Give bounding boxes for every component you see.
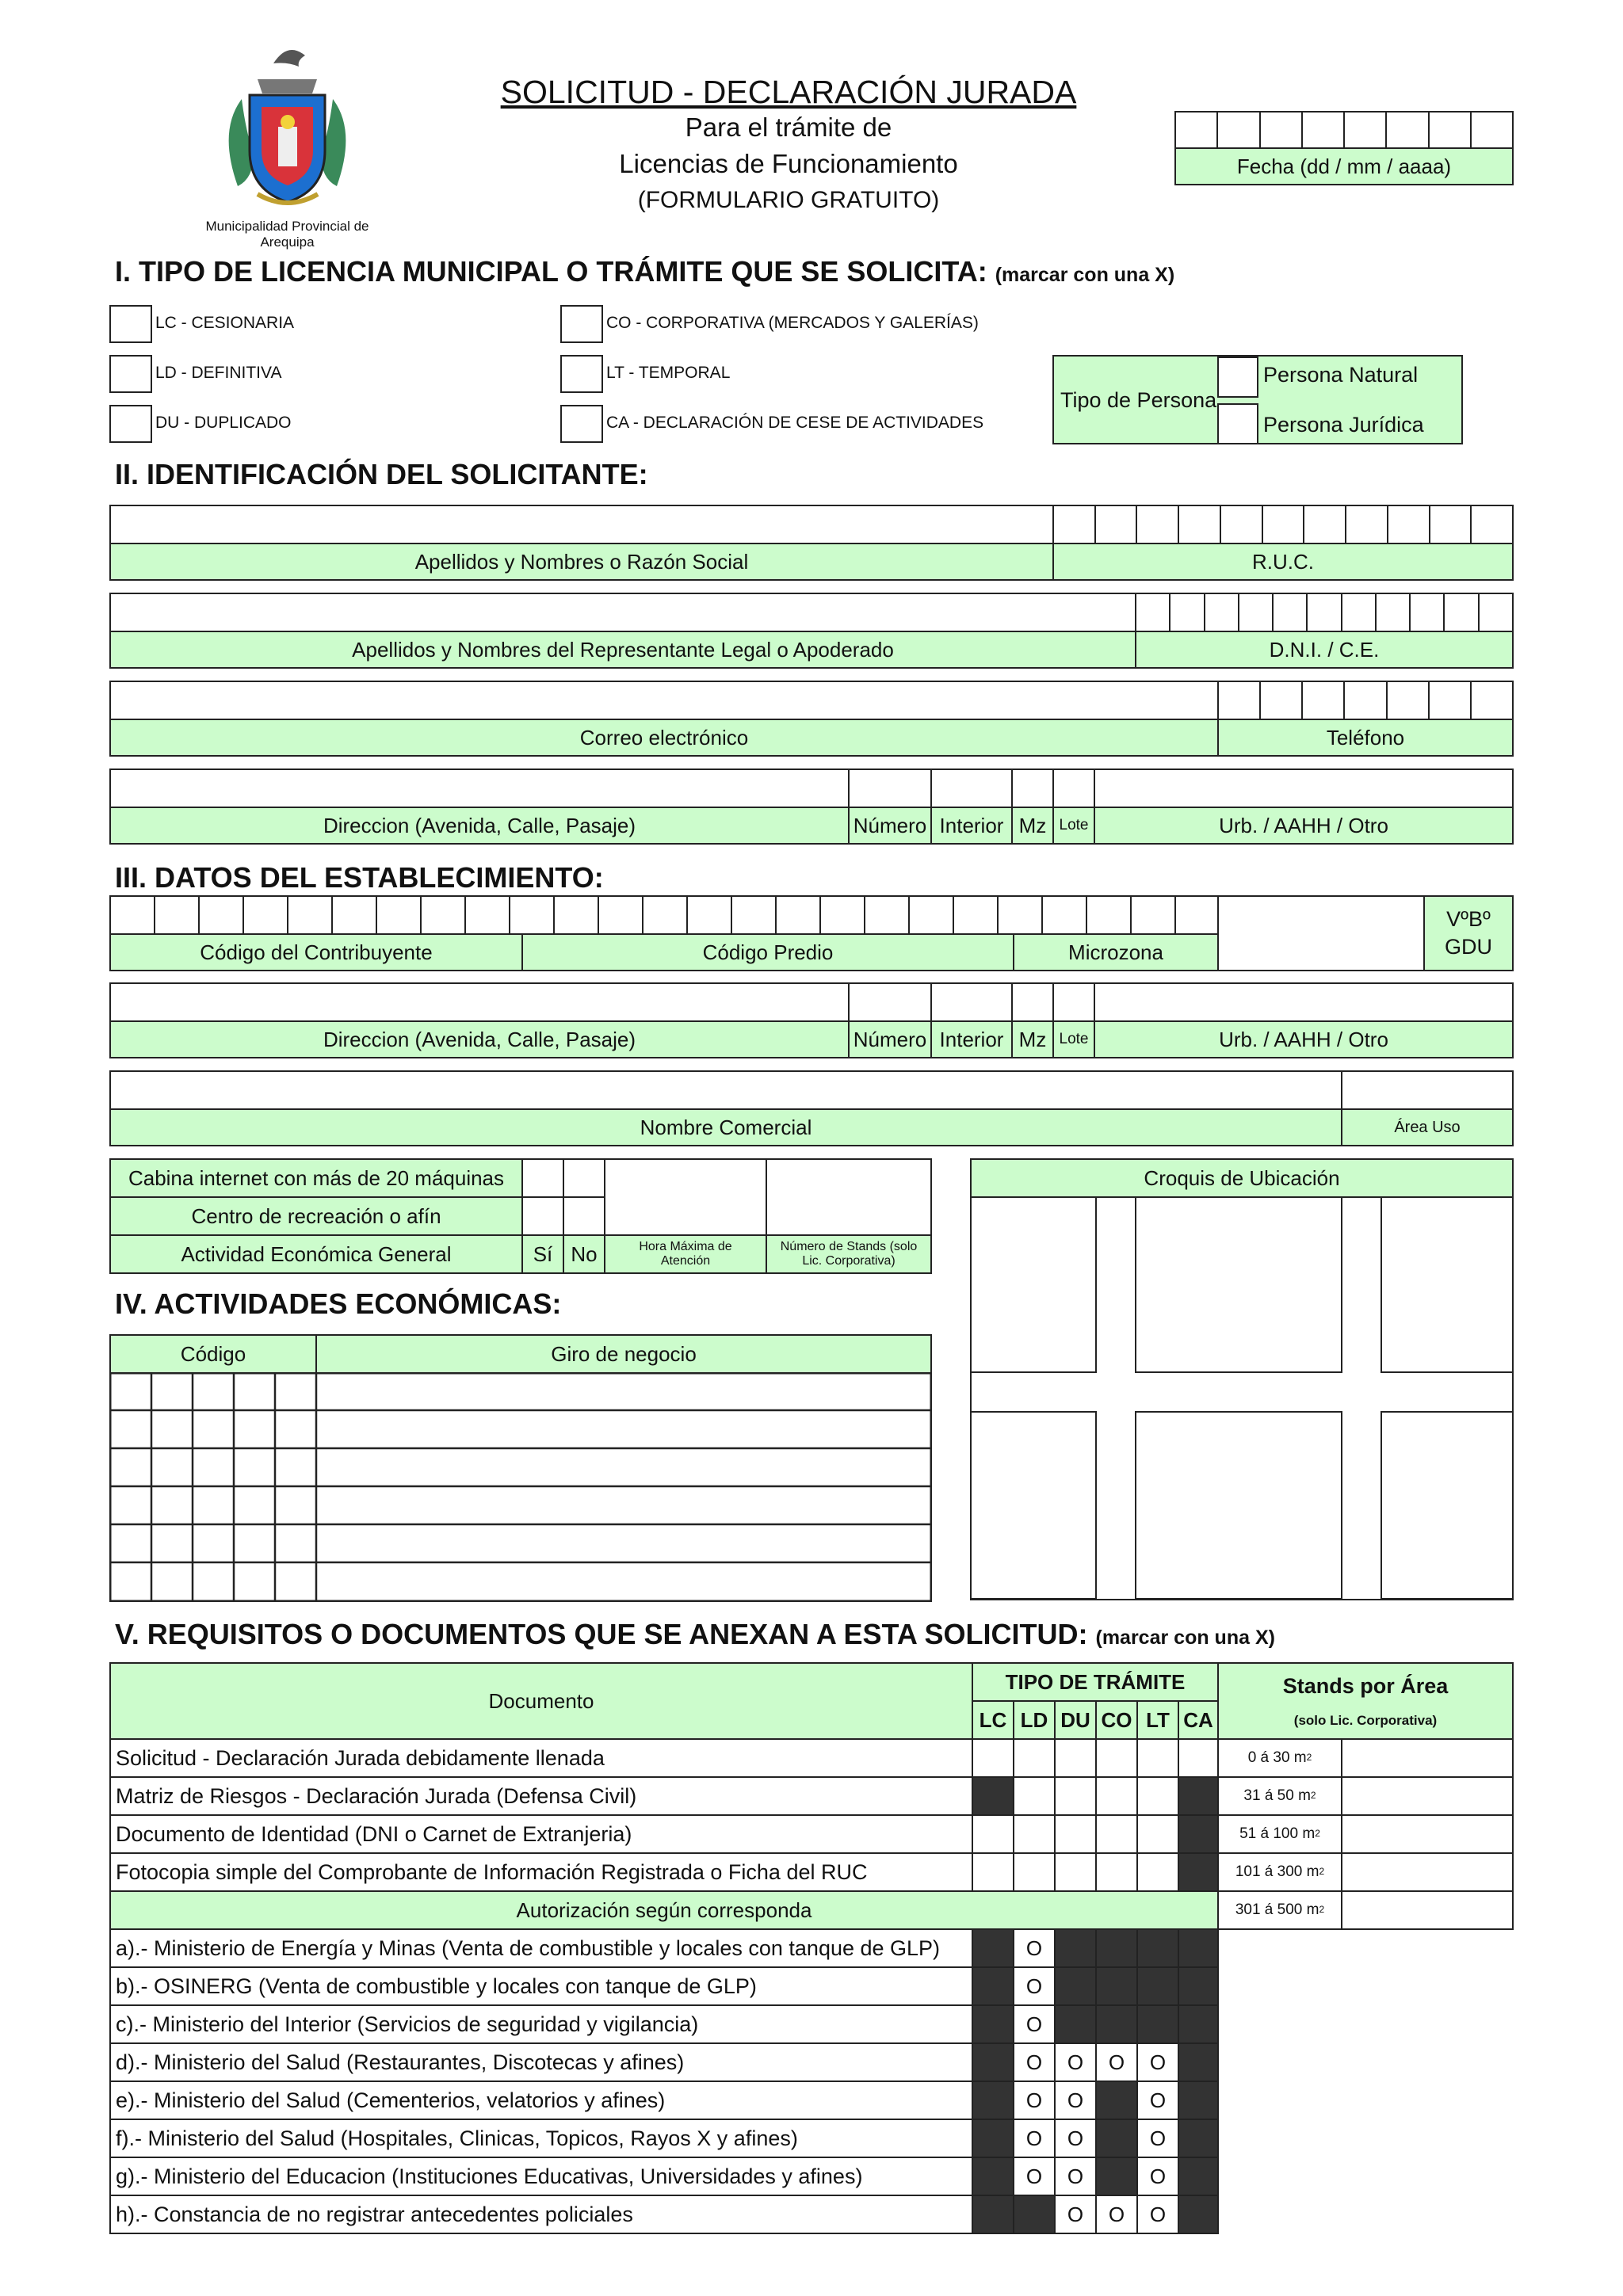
document-check-cell [1178,1852,1219,1892]
stand-range-input[interactable] [1341,1852,1514,1892]
area-uso-label: Área Uso [1341,1108,1514,1146]
dni-label: D.N.I. / C.E. [1135,631,1514,669]
authorization-check-cell[interactable]: O [1054,2195,1097,2234]
document-check-cell[interactable] [1054,1852,1097,1892]
authorization-check-cell [1178,2119,1219,2158]
col-lt: LT [1136,1700,1179,1740]
stand-range-input[interactable] [1341,1890,1514,1930]
fecha-boxes[interactable] [1174,111,1514,149]
centro-label: Centro de recreación o afín [109,1196,523,1236]
vb-label: VºBº [1446,906,1491,931]
option-ld: LD - DEFINITIVA [155,364,282,382]
authorization-row-label: e).- Ministerio del Salud (Cementerios, velatorios y afines) [109,2081,973,2120]
authorization-check-cell [1178,2195,1219,2234]
authorization-check-cell[interactable]: O [1054,2081,1097,2120]
cabina-no[interactable] [563,1158,605,1198]
interior-input[interactable] [930,769,1013,808]
document-check-cell[interactable] [1178,1738,1219,1778]
authorization-check-cell [1178,1928,1219,1968]
stands-label: Número de Stands (solo Lic. Corporativa) [766,1234,932,1274]
authorization-check-cell [1178,2157,1219,2196]
document-check-cell[interactable] [972,1738,1014,1778]
telefono-boxes[interactable] [1217,681,1514,720]
establecimiento-mz-label: Mz [1011,1020,1054,1058]
document-check-cell[interactable] [1095,1814,1138,1854]
authorization-check-cell[interactable]: O [1013,2081,1056,2120]
authorization-check-cell [972,2157,1014,2196]
interior-label: Interior [930,807,1013,845]
authorization-check-cell[interactable]: O [1095,2042,1138,2082]
superscript-2: 2 [1319,1866,1325,1878]
document-check-cell[interactable] [1136,1852,1179,1892]
authorization-check-cell[interactable]: O [1013,1966,1056,2006]
centro-no[interactable] [563,1196,605,1236]
actividad-label: Actividad Económica General [109,1234,523,1274]
document-row-label: Matriz de Riesgos - Declaración Jurada (Defensa Civil) [109,1776,973,1816]
authorization-check-cell [1136,2004,1179,2044]
dni-boxes[interactable] [1135,593,1514,632]
document-check-cell[interactable] [1054,1776,1097,1816]
stand-range-label: 101 á 300 m 2 [1217,1852,1342,1892]
col-ld: LD [1013,1700,1056,1740]
stand-range-input[interactable] [1341,1738,1514,1778]
stands-area-header [1217,1662,1514,1740]
establecimiento-numero-label: Número [848,1020,932,1058]
document-check-cell [1178,1814,1219,1854]
representante-input[interactable] [109,593,1136,632]
authorization-check-cell [972,2081,1014,2120]
subtitle-2: Licencias de Funcionamiento [619,149,958,178]
authorization-row-label: f).- Ministerio del Salud (Hospitales, Clinicas, Topicos, Rayos X y afines) [109,2119,973,2158]
urb-label: Urb. / AAHH / Otro [1094,807,1514,845]
authorization-check-cell[interactable]: O [1136,2119,1179,2158]
authorization-check-cell[interactable]: O [1136,2042,1179,2082]
documento-header: Documento [109,1662,973,1740]
checkbox-lc[interactable] [109,305,152,343]
authorization-check-cell[interactable]: O [1013,2157,1056,2196]
authorization-check-cell [1095,2004,1138,2044]
document-check-cell[interactable] [1095,1738,1138,1778]
document-check-cell[interactable] [1054,1738,1097,1778]
solo-lic-note: (solo Lic. Corporativa) [1293,1712,1438,1728]
document-check-cell[interactable] [1136,1814,1179,1854]
superscript-2: 2 [1310,1790,1316,1802]
authorization-check-cell[interactable]: O [1013,2004,1056,2044]
codigo-label: Código [109,1334,317,1374]
authorization-check-cell[interactable]: O [1095,2195,1138,2234]
authorization-check-cell [1178,2081,1219,2120]
authorization-check-cell [1095,1928,1138,1968]
authorization-check-cell [1136,1928,1179,1968]
microzona-label: Microzona [1013,933,1219,971]
document-check-cell[interactable] [1013,1814,1056,1854]
document-check-cell[interactable] [1054,1814,1097,1854]
authorization-check-cell [1054,2004,1097,2044]
fecha-label: Fecha (dd / mm / aaaa) [1174,147,1514,185]
autorizacion-label: Autorización según corresponda [109,1890,1219,1930]
ruc-label: R.U.C. [1052,543,1514,581]
section-3-title: III. DATOS DEL ESTABLECIMIENTO: [115,861,604,894]
document-check-cell [972,1776,1014,1816]
giro-label: Giro de negocio [315,1334,932,1374]
establecimiento-lote-label: Lote [1052,1020,1095,1058]
section-4-title: IV. ACTIVIDADES ECONÓMICAS: [115,1287,562,1320]
numero-label: Número [848,807,932,845]
authorization-check-cell [972,1928,1014,1968]
authorization-row-label: a).- Ministerio de Energía y Minas (Venta de combustible y locales con tanque de GLP) [109,1928,973,1968]
authorization-check-cell [1178,2042,1219,2082]
direccion-input[interactable] [109,769,850,808]
numero-input[interactable] [848,769,932,808]
authorization-row-label: b).- OSINERG (Venta de combustible y locales con tanque de GLP) [109,1966,973,2006]
correo-input[interactable] [109,681,1219,720]
nombre-comercial-label: Nombre Comercial [109,1108,1342,1146]
checkbox-du[interactable] [109,405,152,443]
area-uso-input[interactable] [1341,1070,1514,1110]
subtitle-1: Para el trámite de [685,113,892,142]
authorization-check-cell [1013,2195,1056,2234]
telefono-label: Teléfono [1217,719,1514,757]
tipo-persona-label: Tipo de Persona [1060,388,1217,412]
authorization-check-cell [1095,2081,1138,2120]
no-label: No [563,1234,605,1274]
option-ca: CA - DECLARACIÓN DE CESE DE ACTIVIDADES [606,414,984,432]
superscript-2: 2 [1306,1752,1312,1764]
stand-range-input[interactable] [1341,1776,1514,1816]
authorization-row-label: h).- Constancia de no registrar antecedentes policiales [109,2195,973,2234]
establecimiento-lote-input[interactable] [1052,982,1095,1022]
authorization-check-cell [1095,1966,1138,2006]
direccion-label: Direccion (Avenida, Calle, Pasaje) [109,807,850,845]
authorization-check-cell [1054,1966,1097,2006]
establecimiento-direccion-input[interactable] [109,982,850,1022]
persona-natural-label: Persona Natural [1263,363,1419,387]
cabina-si[interactable] [521,1158,564,1198]
document-check-cell[interactable] [972,1814,1014,1854]
authorization-check-cell[interactable]: O [1054,2042,1097,2082]
stands-input[interactable] [766,1158,932,1236]
option-co: CO - CORPORATIVA (MERCADOS Y GALERÍAS) [606,314,979,332]
authorization-check-cell [1095,2119,1138,2158]
croquis-label: Croquis de Ubicación [970,1158,1514,1198]
establecimiento-urb-label: Urb. / AAHH / Otro [1094,1020,1514,1058]
codigo-contribuyente-boxes[interactable] [109,895,1219,935]
subtitle-3: (FORMULARIO GRATUITO) [637,187,940,213]
authorization-row-label: g).- Ministerio del Educacion (Instituciones Educativas, Universidades y afines) [109,2157,973,2196]
col-du: DU [1054,1700,1097,1740]
authorization-check-cell[interactable]: O [1136,2081,1179,2120]
option-lc: LC - CESIONARIA [155,314,295,332]
authorization-check-cell [972,2119,1014,2158]
ruc-boxes[interactable] [1052,505,1514,544]
vb-box[interactable] [1217,895,1425,971]
correo-label: Correo electrónico [109,719,1219,757]
section-1-title: I. TIPO DE LICENCIA MUNICIPAL O TRÁMITE QUE SE SOLICITA: (marcar con una X) [115,255,1175,288]
authorization-row-label: d).- Ministerio del Salud (Restaurantes, Discotecas y afines) [109,2042,973,2082]
authorization-check-cell[interactable]: O [1136,2157,1179,2196]
col-lc: LC [972,1700,1014,1740]
document-check-cell[interactable] [1136,1776,1179,1816]
document-check-cell[interactable] [1013,1776,1056,1816]
logo-caption: Municipalidad Provincial de Arequipa [205,219,369,250]
municipal-logo [202,40,372,210]
col-ca: CA [1178,1700,1219,1740]
authorization-check-cell[interactable]: O [1013,2042,1056,2082]
authorization-check-cell[interactable]: O [1054,2119,1097,2158]
stand-range-label: 51 á 100 m 2 [1217,1814,1342,1854]
activities-grid-lines [109,1372,932,1602]
document-check-cell[interactable] [1136,1738,1179,1778]
authorization-check-cell [1136,1966,1179,2006]
checkbox-ld[interactable] [109,355,152,393]
stand-range-label: 31 á 50 m 2 [1217,1776,1342,1816]
stand-range-input[interactable] [1341,1814,1514,1854]
document-check-cell[interactable] [1095,1852,1138,1892]
checkbox-ca[interactable] [560,405,603,443]
authorization-check-cell[interactable]: O [1013,2119,1056,2158]
establecimiento-direccion-label: Direccion (Avenida, Calle, Pasaje) [109,1020,850,1058]
nombres-label: Apellidos y Nombres o Razón Social [109,543,1054,581]
page-title: SOLICITUD - DECLARACIÓN JURADA [500,74,1077,110]
hora-label: Hora Máxima de Atención [604,1234,767,1274]
authorization-check-cell[interactable]: O [1136,2195,1179,2234]
document-row-label: Fotocopia simple del Comprobante de Información Registrada o Ficha del RUC [109,1852,973,1892]
gdu-label: GDU [1445,935,1492,959]
authorization-check-cell[interactable]: O [1013,1928,1056,1968]
checkbox-lt[interactable] [560,355,603,393]
mz-label: Mz [1011,807,1054,845]
checkbox-persona-juridica[interactable] [1217,403,1258,444]
authorization-check-cell [972,1966,1014,2006]
option-lt: LT - TEMPORAL [606,364,731,382]
document-row-label: Solicitud - Declaración Jurada debidamente llenada [109,1738,973,1778]
cod-contribuyente-label: Código del Contribuyente [109,933,523,971]
lote-label: Lote [1052,807,1095,845]
document-row-label: Documento de Identidad (DNI o Carnet de Extranjeria) [109,1814,973,1854]
stands-area-title: Stands por Área [1282,1673,1449,1698]
tipo-tramite-header: TIPO DE TRÁMITE [972,1662,1219,1702]
cabina-label: Cabina internet con más de 20 máquinas [109,1158,523,1198]
establecimiento-numero-input[interactable] [848,982,932,1022]
checkbox-co[interactable] [560,305,603,343]
urb-input[interactable] [1094,769,1514,808]
document-check-cell[interactable] [1095,1776,1138,1816]
stand-range-label: 0 á 30 m 2 [1217,1738,1342,1778]
hora-input[interactable] [604,1158,767,1236]
document-check-cell[interactable] [1013,1852,1056,1892]
authorization-check-cell [972,2042,1014,2082]
authorization-check-cell [1054,1928,1097,1968]
authorization-check-cell [1178,1966,1219,2006]
establecimiento-interior-label: Interior [930,1020,1013,1058]
coat-of-arms-icon [202,40,372,214]
establecimiento-mz-input[interactable] [1011,982,1054,1022]
authorization-check-cell [1095,2157,1138,2196]
document-check-cell [1178,1776,1219,1816]
checkbox-persona-natural[interactable] [1217,357,1258,398]
authorization-check-cell [1178,2004,1219,2044]
col-co: CO [1095,1700,1138,1740]
nombre-comercial-input[interactable] [109,1070,1342,1110]
stand-range-label: 301 á 500 m 2 [1217,1890,1342,1930]
section-2-title: II. IDENTIFICACIÓN DEL SOLICITANTE: [115,458,648,490]
authorization-check-cell [972,2004,1014,2044]
option-du: DU - DUPLICADO [155,414,292,432]
superscript-2: 2 [1319,1904,1325,1916]
persona-juridica-label: Persona Jurídica [1263,413,1424,437]
establecimiento-interior-input[interactable] [930,982,1013,1022]
representante-label: Apellidos y Nombres del Representante Legal o Apoderado [109,631,1136,669]
document-check-cell[interactable] [1013,1738,1056,1778]
superscript-2: 2 [1315,1828,1320,1840]
nombres-input[interactable] [109,505,1054,544]
section-5-title: V. REQUISITOS O DOCUMENTOS QUE SE ANEXAN A ESTA SOLICITUD: (marcar con una X) [115,1618,1275,1650]
document-check-cell[interactable] [972,1852,1014,1892]
lote-input[interactable] [1052,769,1095,808]
authorization-row-label: c).- Ministerio del Interior (Servicios de seguridad y vigilancia) [109,2004,973,2044]
si-label: Sí [521,1234,564,1274]
vb-gdu [1423,895,1514,971]
croquis-map[interactable] [970,1196,1514,1600]
cod-predio-label: Código Predio [521,933,1014,971]
actividades-grid[interactable] [109,1372,932,1602]
centro-si[interactable] [521,1196,564,1236]
authorization-check-cell[interactable]: O [1054,2157,1097,2196]
authorization-check-cell [972,2195,1014,2234]
establecimiento-urb-input[interactable] [1094,982,1514,1022]
mz-input[interactable] [1011,769,1054,808]
